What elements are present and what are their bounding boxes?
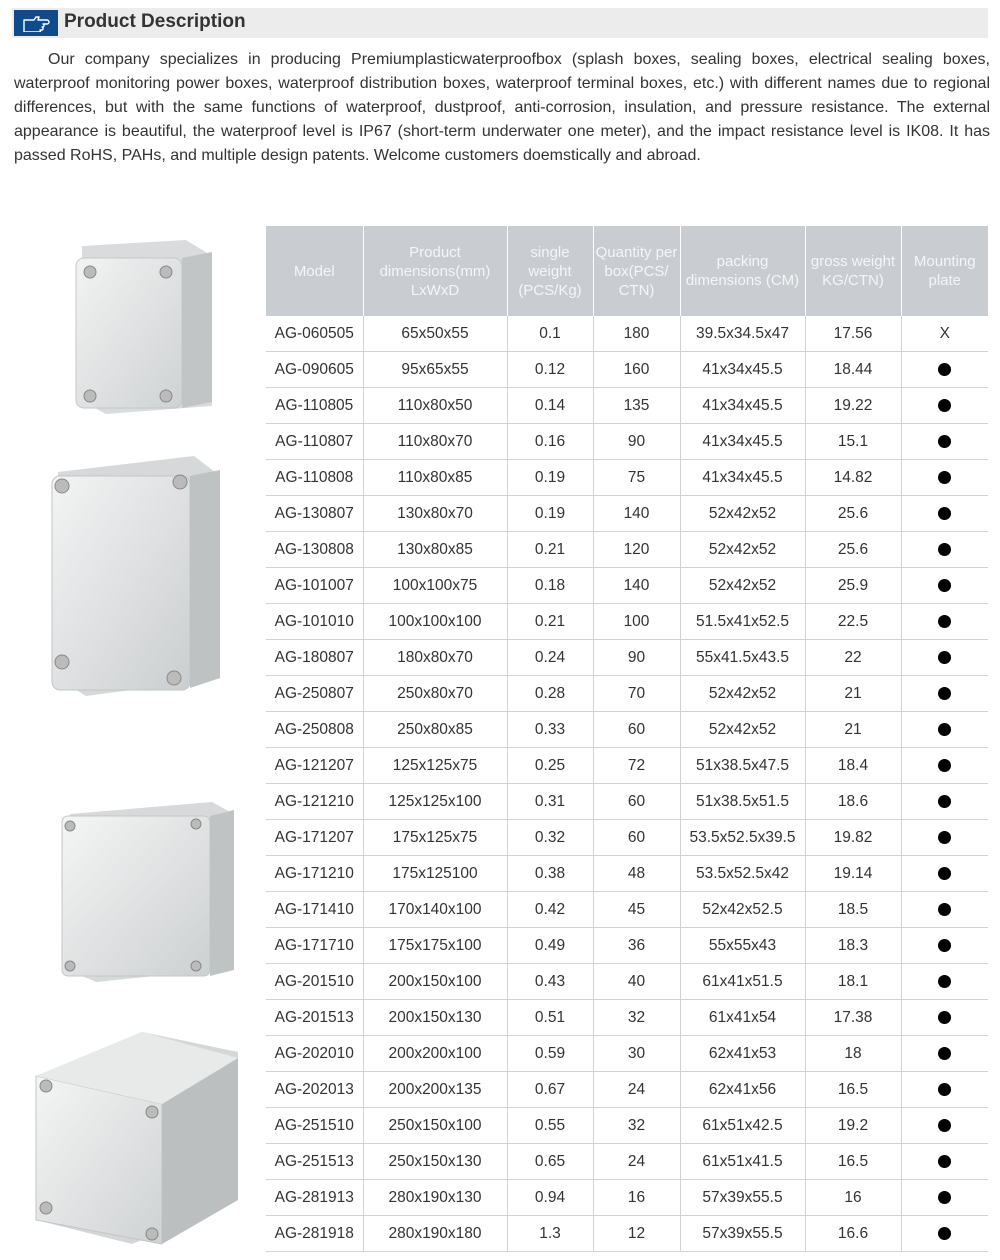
table-cell-plate (901, 640, 988, 676)
table-cell-qty: 60 (593, 712, 680, 748)
table-cell-weight: 1.3 (507, 1216, 593, 1252)
table-cell-dims: 65x50x55 (363, 316, 507, 352)
filled-dot-icon (938, 1155, 951, 1168)
filled-dot-icon (938, 831, 951, 844)
table-cell-model: AG-130808 (266, 532, 363, 568)
filled-dot-icon (938, 903, 951, 916)
table-cell-model: AG-201510 (266, 964, 363, 1000)
table-cell-qty: 140 (593, 496, 680, 532)
table-cell-qty: 30 (593, 1036, 680, 1072)
table-cell-dims: 110x80x70 (363, 424, 507, 460)
table-cell-plate (901, 856, 988, 892)
table-cell-model: AG-171210 (266, 856, 363, 892)
table-cell-packing: 55x55x43 (680, 928, 805, 964)
filled-dot-icon (938, 723, 951, 736)
table-cell-packing: 52x42x52.5 (680, 892, 805, 928)
table-row (266, 496, 988, 532)
column-header: Quantity per box(PCS/ CTN) (593, 226, 680, 316)
table-cell-packing: 61x41x54 (680, 1000, 805, 1036)
filled-dot-icon (938, 1047, 951, 1060)
table-cell-packing: 61x41x51.5 (680, 964, 805, 1000)
table-row (266, 568, 988, 604)
table-cell-plate (901, 892, 988, 928)
table-cell-plate (901, 532, 988, 568)
table-cell-packing: 41x34x45.5 (680, 352, 805, 388)
table-cell-qty: 40 (593, 964, 680, 1000)
table-cell-gross: 22 (805, 640, 901, 676)
column-header: packing dimensions (CM) (680, 226, 805, 316)
table-cell-gross: 19.82 (805, 820, 901, 856)
table-cell-gross: 19.14 (805, 856, 901, 892)
filled-dot-icon (938, 399, 951, 412)
table-cell-gross: 18.6 (805, 784, 901, 820)
table-cell-dims: 170x140x100 (363, 892, 507, 928)
table-cell-qty: 32 (593, 1108, 680, 1144)
table-cell-model: AG-202010 (266, 1036, 363, 1072)
table-cell-plate (901, 388, 988, 424)
table-cell-dims: 250x150x130 (363, 1144, 507, 1180)
table-cell-gross: 22.5 (805, 604, 901, 640)
table-cell-model: AG-090605 (266, 352, 363, 388)
table-cell-packing: 57x39x55.5 (680, 1216, 805, 1252)
filled-dot-icon (938, 1227, 951, 1240)
cube-box-image (32, 1030, 242, 1250)
table-cell-weight: 0.94 (507, 1180, 593, 1216)
table-cell-qty: 120 (593, 532, 680, 568)
table-cell-model: AG-171710 (266, 928, 363, 964)
table-cell-gross: 25.6 (805, 532, 901, 568)
table-cell-dims: 175x175x100 (363, 928, 507, 964)
table-cell-gross: 18.44 (805, 352, 901, 388)
table-cell-model: AG-121207 (266, 748, 363, 784)
table-cell-weight: 0.38 (507, 856, 593, 892)
table-cell-gross: 19.22 (805, 388, 901, 424)
table-cell-gross: 18 (805, 1036, 901, 1072)
table-cell-dims: 95x65x55 (363, 352, 507, 388)
filled-dot-icon (938, 1011, 951, 1024)
filled-dot-icon (938, 507, 951, 520)
table-cell-weight: 0.24 (507, 640, 593, 676)
table-cell-plate (901, 928, 988, 964)
table-cell-model: AG-171207 (266, 820, 363, 856)
table-cell-weight: 0.21 (507, 532, 593, 568)
table-cell-weight: 0.65 (507, 1144, 593, 1180)
table-cell-dims: 200x150x100 (363, 964, 507, 1000)
table-cell-dims: 250x80x85 (363, 712, 507, 748)
table-row (266, 1000, 988, 1036)
table-cell-dims: 250x80x70 (363, 676, 507, 712)
table-cell-gross: 18.3 (805, 928, 901, 964)
column-header: Model (266, 226, 363, 316)
section-title: Product Description (64, 11, 246, 32)
filled-dot-icon (938, 939, 951, 952)
table-cell-packing: 53.5x52.5x42 (680, 856, 805, 892)
pointing-hand-icon (14, 10, 58, 36)
filled-dot-icon (938, 1119, 951, 1132)
table-cell-qty: 90 (593, 640, 680, 676)
table-cell-model: AG-281913 (266, 1180, 363, 1216)
table-row (266, 532, 988, 568)
filled-dot-icon (938, 435, 951, 448)
table-cell-weight: 0.18 (507, 568, 593, 604)
table-cell-qty: 36 (593, 928, 680, 964)
table-cell-model: AG-251510 (266, 1108, 363, 1144)
table-cell-qty: 100 (593, 604, 680, 640)
table-row (266, 460, 988, 496)
table-cell-qty: 70 (593, 676, 680, 712)
table-cell-weight: 0.67 (507, 1072, 593, 1108)
table-row (266, 928, 988, 964)
table-cell-qty: 24 (593, 1144, 680, 1180)
table-cell-gross: 16.5 (805, 1072, 901, 1108)
table-cell-weight: 0.12 (507, 352, 593, 388)
table-cell-model: AG-110807 (266, 424, 363, 460)
table-cell-model: AG-201513 (266, 1000, 363, 1036)
table-cell-gross: 16.6 (805, 1216, 901, 1252)
table-cell-weight: 0.55 (507, 1108, 593, 1144)
table-cell-model: AG-060505 (266, 316, 363, 352)
table-cell-qty: 135 (593, 388, 680, 424)
table-cell-dims: 175x125100 (363, 856, 507, 892)
table-cell-gross: 16 (805, 1180, 901, 1216)
table-cell-plate (901, 784, 988, 820)
product-spec-table (266, 226, 988, 1252)
table-cell-gross: 17.56 (805, 316, 901, 352)
table-cell-qty: 180 (593, 316, 680, 352)
table-cell-gross: 17.38 (805, 1000, 901, 1036)
table-cell-model: AG-110808 (266, 460, 363, 496)
table-cell-model: AG-202013 (266, 1072, 363, 1108)
table-cell-gross: 18.4 (805, 748, 901, 784)
table-cell-dims: 110x80x85 (363, 460, 507, 496)
filled-dot-icon (938, 579, 951, 592)
table-row (266, 604, 988, 640)
table-cell-packing: 52x42x52 (680, 676, 805, 712)
table-cell-dims: 100x100x75 (363, 568, 507, 604)
table-row (266, 676, 988, 712)
table-cell-plate (901, 352, 988, 388)
table-cell-dims: 250x150x100 (363, 1108, 507, 1144)
table-cell-qty: 72 (593, 748, 680, 784)
table-row (266, 820, 988, 856)
table-cell-weight: 0.28 (507, 676, 593, 712)
table-header-row (266, 226, 988, 316)
table-cell-weight: 0.14 (507, 388, 593, 424)
table-cell-packing: 51x38.5x51.5 (680, 784, 805, 820)
table-cell-dims: 110x80x50 (363, 388, 507, 424)
table-cell-packing: 41x34x45.5 (680, 388, 805, 424)
table-cell-plate (901, 676, 988, 712)
section-header (12, 8, 988, 38)
table-cell-model: AG-101010 (266, 604, 363, 640)
table-cell-model: AG-251513 (266, 1144, 363, 1180)
table-row (266, 1108, 988, 1144)
table-cell-qty: 32 (593, 1000, 680, 1036)
table-cell-gross: 25.6 (805, 496, 901, 532)
table-cell-model: AG-101007 (266, 568, 363, 604)
filled-dot-icon (938, 1191, 951, 1204)
column-header: gross weight KG/CTN) (805, 226, 901, 316)
table-cell-dims: 280x190x180 (363, 1216, 507, 1252)
table-cell-gross: 19.2 (805, 1108, 901, 1144)
filled-dot-icon (938, 471, 951, 484)
table-cell-packing: 51x38.5x47.5 (680, 748, 805, 784)
table-cell-model: AG-281918 (266, 1216, 363, 1252)
table-cell-qty: 48 (593, 856, 680, 892)
table-cell-packing: 51.5x41x52.5 (680, 604, 805, 640)
table-row (266, 892, 988, 928)
table-cell-weight: 0.31 (507, 784, 593, 820)
table-cell-plate (901, 1180, 988, 1216)
table-cell-qty: 60 (593, 784, 680, 820)
table-row (266, 784, 988, 820)
tall-box-image (44, 452, 224, 700)
table-cell-qty: 60 (593, 820, 680, 856)
table-cell-gross: 18.1 (805, 964, 901, 1000)
table-cell-plate (901, 460, 988, 496)
table-cell-dims: 200x200x135 (363, 1072, 507, 1108)
table-cell-gross: 16.5 (805, 1144, 901, 1180)
table-cell-plate (901, 1108, 988, 1144)
product-description: Our company specializes in producing Premiumplasticwaterproofbox (splash boxes, sealing boxes, electrical sealing boxes, waterproof monitoring power boxes, waterproof distribution boxes, waterproof terminal boxes, etc.) with different names due to regional differences, but with the same functions of waterproof, dustproof, anti-corrosion, insulation, and pressure resistance. The external appearance is beautiful, the waterproof level is IP67 (short-term underwater one meter), and the impact resistance level is IK08. It has passed RoHS, PAHs, and multiple design patents. Welcome customers doemstically and abroad. (14, 51, 990, 164)
table-cell-model: AG-180807 (266, 640, 363, 676)
table-cell-qty: 12 (593, 1216, 680, 1252)
table-cell-model: AG-250807 (266, 676, 363, 712)
filled-dot-icon (938, 795, 951, 808)
table-cell-model: AG-121210 (266, 784, 363, 820)
filled-dot-icon (938, 363, 951, 376)
table-row (266, 712, 988, 748)
table-cell-gross: 14.82 (805, 460, 901, 496)
table-row (266, 640, 988, 676)
table-row (266, 1036, 988, 1072)
table-cell-model: AG-130807 (266, 496, 363, 532)
column-header: Mounting plate (901, 226, 988, 316)
filled-dot-icon (938, 543, 951, 556)
table-cell-plate (901, 1072, 988, 1108)
table-cell-model: AG-171410 (266, 892, 363, 928)
table-cell-dims: 200x150x130 (363, 1000, 507, 1036)
table-row (266, 1180, 988, 1216)
table-cell-qty: 45 (593, 892, 680, 928)
table-cell-gross: 25.9 (805, 568, 901, 604)
table-cell-plate (901, 964, 988, 1000)
table-row (266, 748, 988, 784)
filled-dot-icon (938, 975, 951, 988)
table-row (266, 352, 988, 388)
table-cell-dims: 175x125x75 (363, 820, 507, 856)
filled-dot-icon (938, 687, 951, 700)
filled-dot-icon (938, 651, 951, 664)
table-cell-packing: 41x34x45.5 (680, 424, 805, 460)
table-cell-gross: 21 (805, 676, 901, 712)
table-cell-plate (901, 748, 988, 784)
small-box-image (66, 236, 216, 416)
table-cell-packing: 39.5x34.5x47 (680, 316, 805, 352)
filled-dot-icon (938, 615, 951, 628)
column-header: Product dimensions(mm) LxWxD (363, 226, 507, 316)
table-cell-weight: 0.42 (507, 892, 593, 928)
table-cell-weight: 0.32 (507, 820, 593, 856)
table-cell-qty: 75 (593, 460, 680, 496)
table-cell-qty: 90 (593, 424, 680, 460)
table-cell-dims: 130x80x85 (363, 532, 507, 568)
filled-dot-icon (938, 867, 951, 880)
table-cell-model: AG-110805 (266, 388, 363, 424)
table-cell-dims: 280x190x130 (363, 1180, 507, 1216)
table-cell-packing: 41x34x45.5 (680, 460, 805, 496)
table-cell-model: AG-250808 (266, 712, 363, 748)
table-cell-packing: 61x51x42.5 (680, 1108, 805, 1144)
table-row (266, 1072, 988, 1108)
table-cell-weight: 0.19 (507, 460, 593, 496)
table-cell-weight: 0.25 (507, 748, 593, 784)
table-cell-dims: 130x80x70 (363, 496, 507, 532)
table-cell-weight: 0.16 (507, 424, 593, 460)
table-cell-plate (901, 568, 988, 604)
table-cell-qty: 16 (593, 1180, 680, 1216)
filled-dot-icon (938, 759, 951, 772)
table-cell-plate: X (901, 316, 988, 352)
table-cell-qty: 160 (593, 352, 680, 388)
table-row (266, 424, 988, 460)
table-cell-dims: 180x80x70 (363, 640, 507, 676)
column-header: single weight (PCS/Kg) (507, 226, 593, 316)
table-cell-packing: 52x42x52 (680, 496, 805, 532)
table-row (266, 1216, 988, 1252)
table-cell-plate (901, 1144, 988, 1180)
table-cell-packing: 62x41x53 (680, 1036, 805, 1072)
table-cell-packing: 57x39x55.5 (680, 1180, 805, 1216)
table-cell-packing: 55x41.5x43.5 (680, 640, 805, 676)
table-cell-packing: 61x51x41.5 (680, 1144, 805, 1180)
table-cell-weight: 0.33 (507, 712, 593, 748)
table-cell-packing: 52x42x52 (680, 712, 805, 748)
table-row (266, 856, 988, 892)
table-cell-packing: 52x42x52 (680, 532, 805, 568)
table-cell-plate (901, 1036, 988, 1072)
table-cell-dims: 125x125x100 (363, 784, 507, 820)
table-cell-packing: 52x42x52 (680, 568, 805, 604)
table-cell-gross: 21 (805, 712, 901, 748)
square-box-image (56, 798, 236, 984)
table-row (266, 964, 988, 1000)
table-cell-weight: 0.59 (507, 1036, 593, 1072)
table-cell-plate (901, 424, 988, 460)
table-cell-dims: 125x125x75 (363, 748, 507, 784)
table-cell-plate (901, 820, 988, 856)
table-cell-plate (901, 496, 988, 532)
table-cell-qty: 24 (593, 1072, 680, 1108)
filled-dot-icon (938, 1083, 951, 1096)
table-row (266, 388, 988, 424)
table-cell-packing: 53.5x52.5x39.5 (680, 820, 805, 856)
table-cell-weight: 0.21 (507, 604, 593, 640)
table-row (266, 316, 988, 352)
table-row (266, 1144, 988, 1180)
table-cell-weight: 0.43 (507, 964, 593, 1000)
table-cell-gross: 18.5 (805, 892, 901, 928)
table-cell-plate (901, 1216, 988, 1252)
table-cell-plate (901, 712, 988, 748)
table-cell-packing: 62x41x56 (680, 1072, 805, 1108)
table-cell-weight: 0.19 (507, 496, 593, 532)
table-cell-gross: 15.1 (805, 424, 901, 460)
table-cell-weight: 0.1 (507, 316, 593, 352)
table-cell-plate (901, 1000, 988, 1036)
table-cell-plate (901, 604, 988, 640)
table-cell-qty: 140 (593, 568, 680, 604)
table-cell-weight: 0.49 (507, 928, 593, 964)
table-cell-weight: 0.51 (507, 1000, 593, 1036)
table-cell-dims: 100x100x100 (363, 604, 507, 640)
table-cell-dims: 200x200x100 (363, 1036, 507, 1072)
